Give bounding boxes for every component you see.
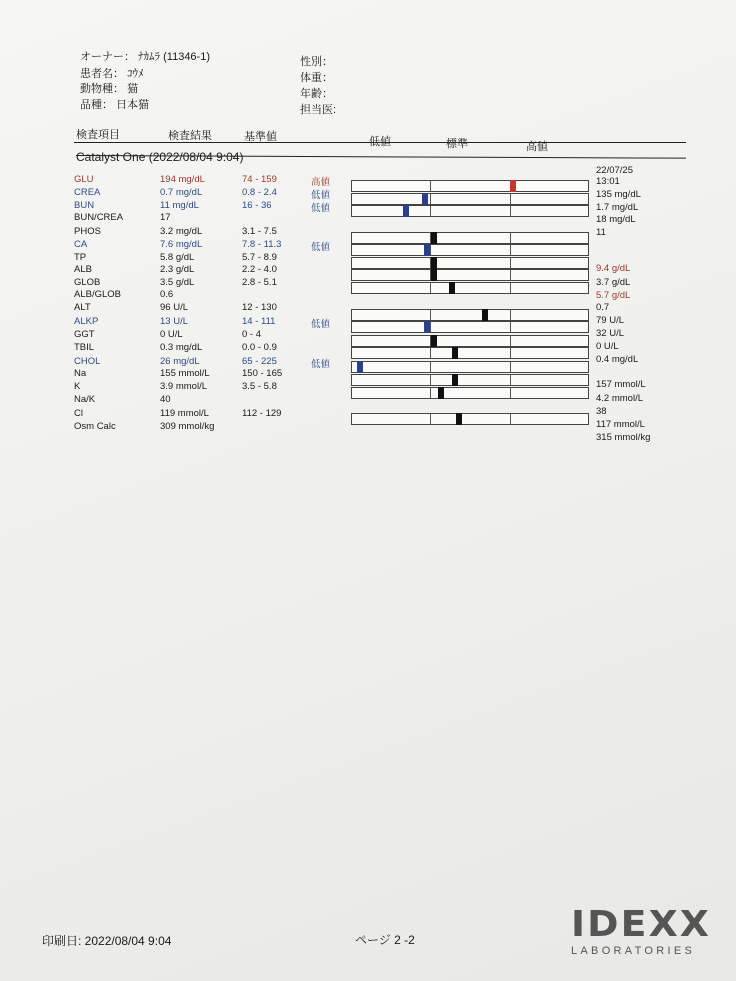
test-name: ALKP bbox=[74, 316, 99, 327]
result-value: 13 U/L bbox=[160, 316, 188, 327]
test-name: TP bbox=[74, 252, 87, 263]
patient-name-label: 患者名： bbox=[80, 68, 124, 80]
reference-range: 74 - 159 bbox=[242, 174, 277, 185]
test-name: GLOB bbox=[74, 277, 101, 288]
reference-range: 150 - 165 bbox=[242, 368, 283, 379]
sex-label: 性別： bbox=[300, 56, 333, 68]
reference-range: 16 - 36 bbox=[242, 200, 272, 211]
test-name: PHOS bbox=[74, 226, 101, 237]
col-result: 検査結果 bbox=[168, 130, 212, 142]
test-name: CA bbox=[74, 239, 88, 250]
reference-range: 3.5 - 5.8 bbox=[242, 381, 277, 392]
test-name: Na bbox=[74, 368, 87, 379]
result-value: 26 mg/dL bbox=[160, 356, 200, 367]
breed-value: 日本猫 bbox=[116, 99, 150, 111]
reference-range: 0.0 - 0.9 bbox=[242, 342, 277, 353]
flag-label: 低値 bbox=[311, 242, 331, 253]
owner-line bbox=[80, 48, 210, 64]
result-value: 3.2 mg/dL bbox=[160, 226, 203, 237]
reference-range: 12 - 130 bbox=[242, 302, 277, 313]
reference-range: 5.7 - 8.9 bbox=[242, 252, 277, 263]
patient-name-line bbox=[80, 65, 144, 81]
test-name: CREA bbox=[74, 187, 101, 198]
test-name: BUN/CREA bbox=[74, 212, 124, 223]
logo-main-text: IDEXX bbox=[571, 904, 712, 945]
reference-range: 7.8 - 11.3 bbox=[242, 239, 282, 250]
vet-label: 担当医: bbox=[300, 104, 337, 116]
test-name: GGT bbox=[74, 329, 95, 340]
result-value: 309 mmol/kg bbox=[160, 421, 215, 432]
result-value: 3.9 mmol/L bbox=[160, 381, 207, 392]
col-low: 低値 bbox=[369, 136, 391, 148]
reference-range: 14 - 111 bbox=[242, 316, 276, 327]
col-normal: 標準 bbox=[446, 138, 468, 150]
reference-range: 2.2 - 4.0 bbox=[242, 264, 277, 275]
test-name: BUN bbox=[74, 200, 95, 211]
col-item: 検査項目 bbox=[76, 129, 120, 141]
previous-result: 117 mmol/L bbox=[596, 419, 645, 430]
reference-range: 65 - 225 bbox=[242, 356, 277, 367]
result-value: 2.3 g/dL bbox=[160, 264, 195, 275]
previous-result: 0.4 mg/dL bbox=[596, 354, 639, 365]
previous-result: 32 U/L bbox=[596, 328, 624, 339]
test-name: Osm Calc bbox=[74, 421, 116, 432]
logo-sub-text: LABORATORIES bbox=[571, 945, 696, 957]
species-label: 動物種： bbox=[80, 83, 124, 95]
col-high: 高値 bbox=[526, 141, 548, 153]
test-name: GLU bbox=[74, 174, 94, 185]
owner-value: ﾅｶﾑﾗ (11346-1) bbox=[138, 51, 210, 63]
previous-result: 157 mmol/L bbox=[596, 379, 646, 390]
previous-result: 79 U/L bbox=[596, 315, 624, 326]
result-value: 0.3 mg/dL bbox=[160, 342, 203, 353]
previous-result: 11 bbox=[596, 227, 606, 238]
result-value: 194 mg/dL bbox=[160, 174, 205, 185]
test-name: CHOL bbox=[74, 356, 101, 367]
result-value: 155 mmol/L bbox=[160, 368, 210, 379]
reference-range: 3.1 - 7.5 bbox=[242, 226, 277, 237]
breed-line bbox=[80, 96, 149, 112]
previous-result: 135 mg/dL bbox=[596, 189, 641, 200]
reference-range: 0.8 - 2.4 bbox=[242, 187, 277, 198]
test-name: K bbox=[74, 381, 81, 392]
result-value: 7.6 mg/dL bbox=[160, 239, 203, 250]
page-number: ページ 2 -2 bbox=[355, 933, 415, 947]
previous-result: 9.4 g/dL bbox=[596, 263, 631, 274]
result-value: 0 U/L bbox=[160, 329, 183, 340]
result-value: 5.8 g/dL bbox=[160, 252, 195, 263]
result-value: 0.7 mg/dL bbox=[160, 187, 203, 198]
flag-label: 低値 bbox=[311, 359, 331, 370]
test-name: ALB/GLOB bbox=[74, 289, 121, 300]
result-value: 0.6 bbox=[160, 289, 174, 300]
age-label: 年齢： bbox=[300, 88, 333, 100]
species-value: 猫 bbox=[127, 83, 139, 95]
previous-result-last: 315 mmol/kg bbox=[596, 432, 651, 443]
previous-date: 22/07/25 bbox=[596, 165, 633, 176]
previous-result: 4.2 mmol/L bbox=[596, 393, 643, 404]
result-value: 3.5 g/dL bbox=[160, 277, 195, 288]
result-value: 17 bbox=[160, 212, 171, 223]
col-reference: 基準値 bbox=[244, 131, 277, 143]
patient-name-value: ｺｳﾒ bbox=[127, 68, 144, 80]
breed-label: 品種： bbox=[80, 99, 113, 111]
owner-label: オーナー： bbox=[80, 51, 135, 63]
reference-range: 2.8 - 5.1 bbox=[242, 277, 277, 288]
previous-time: 13:01 bbox=[596, 176, 620, 187]
flag-label: 高値 bbox=[311, 177, 331, 188]
weight-label: 体重： bbox=[300, 72, 333, 84]
reference-range: 112 - 129 bbox=[242, 408, 282, 419]
result-value: 96 U/L bbox=[160, 302, 188, 313]
test-name: ALB bbox=[74, 264, 92, 275]
previous-result: 38 bbox=[596, 406, 607, 417]
previous-result: 1.7 mg/dL bbox=[596, 202, 639, 213]
previous-result: 3.7 g/dL bbox=[596, 277, 631, 288]
test-name: Cl bbox=[74, 408, 83, 419]
result-value: 119 mmol/L bbox=[160, 408, 209, 419]
previous-result: 0.7 bbox=[596, 302, 610, 313]
previous-result: 5.7 g/dL bbox=[596, 290, 631, 301]
result-value: 11 mg/dL bbox=[160, 200, 199, 211]
flag-label: 低値 bbox=[311, 203, 331, 214]
result-value: 40 bbox=[160, 394, 171, 405]
section-title: Catalyst One (2022/08/04 9:04) bbox=[76, 150, 244, 164]
test-name: TBIL bbox=[74, 342, 95, 353]
previous-result: 0 U/L bbox=[596, 341, 619, 352]
print-date: 印刷日: 2022/08/04 9:04 bbox=[42, 934, 172, 948]
idexx-logo bbox=[571, 904, 712, 957]
flag-label: 低値 bbox=[311, 190, 331, 201]
species-line bbox=[80, 80, 138, 96]
test-name: Na/K bbox=[74, 394, 96, 405]
header-rule-top bbox=[74, 142, 686, 143]
test-name: ALT bbox=[74, 302, 91, 313]
flag-label: 低値 bbox=[311, 319, 331, 330]
reference-range: 0 - 4 bbox=[242, 329, 262, 340]
previous-result: 18 mg/dL bbox=[596, 214, 636, 225]
